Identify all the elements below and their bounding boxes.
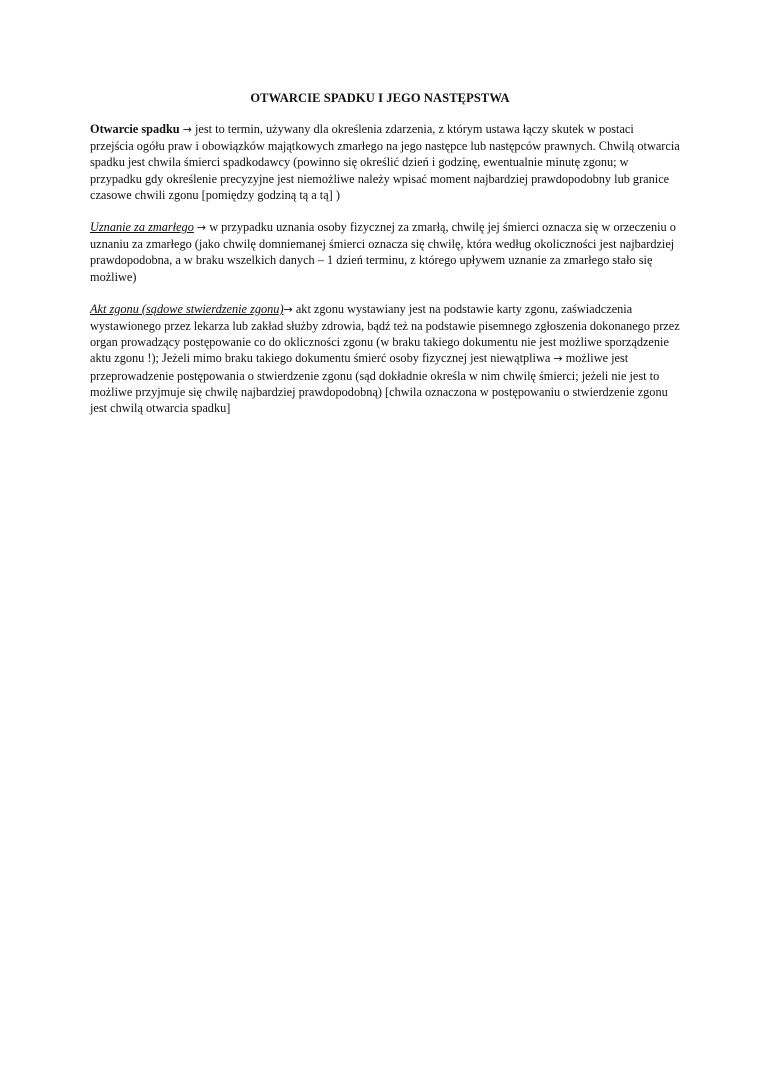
arrow-right-icon: →	[283, 302, 293, 316]
paragraph-otwarcie-spadku	[90, 121, 680, 203]
definition-text-continued: możliwe jest przeprowadzenie postępowania o stwierdzenie zgonu (sąd dokładnie określa w nim chwilę śmierci; jeżeli nie jest to możliwe przyjmuje się chwilę najbardziej prawdopodobną) [chwila oznaczona w postępowaniu o stwierdzenie zgonu jest chwilą otwarcia spadku]	[90, 351, 668, 416]
definition-text: akt zgonu wystawiany jest na podstawie karty zgonu, zaświadczenia wystawionego przez lekarza lub zakład służby zdrowia, bądź też na podstawie pisemnego zgłoszenia dokonanego przez organ prowadzący postępowanie co do okliczności zgonu (w braku takiego dokumentu nie jest możliwe sporządzenie aktu zgonu !); Jeżeli mimo braku takiego dokumentu śmierć osoby fizycznej jest niewątpliwa	[90, 301, 680, 366]
term-uznanie-za-zmarlego: Uznanie za zmarłego	[90, 220, 194, 235]
definition-text: jest to termin, używany dla określenia zdarzenia, z którym ustawa łączy skutek w postaci przejścia ogółu praw i obowiązków majątkowych zmarłego na jego następce lub następców prawnych. Chwilą otwarcia spadku jest chwila śmierci spadkodawcy (powinno się określić dzień i godzinę, ewentualnie minutę zgonu; w przypadku gdy określenie precyzyjne jest niemożliwe należy wpisać moment najbardziej prawdopodobny lub granice czasowe chwili zgonu [pomiędzy godziną tą a tą] )	[90, 122, 680, 202]
page-title: OTWARCIE SPADKU I JEGO NASTĘPSTWA	[250, 91, 510, 105]
arrow-right-icon: →	[553, 352, 563, 366]
term-otwarcie-spadku: Otwarcie spadku	[90, 122, 180, 136]
paragraph-uznanie-za-zmarlego	[90, 219, 680, 285]
arrow-right-icon: →	[182, 123, 192, 136]
term-akt-zgonu: Akt zgonu (sądowe stwierdzenie zgonu)	[90, 301, 284, 316]
paragraph-akt-zgonu	[90, 301, 680, 416]
definition-text: w przypadku uznania osoby fizycznej za zmarłą, chwilę jej śmierci oznacza się w orzeczeniu o uznaniu za zmarłego (jako chwilę domniemanej śmierci oznacza się chwilę, która według okoliczności jest najbardziej prawdopodobna, a w braku wszelkich danych – 1 dzień terminu, z którego upływem uznanie za zmarłego stało się możliwe)	[90, 220, 676, 284]
document-body	[90, 121, 680, 432]
arrow-right-icon: →	[196, 221, 207, 235]
